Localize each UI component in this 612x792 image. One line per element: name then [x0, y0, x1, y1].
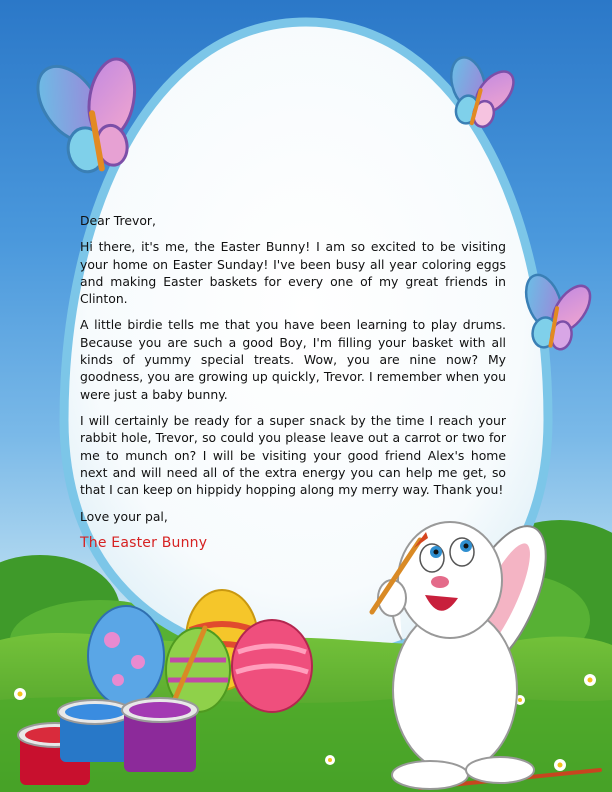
letter-paragraph: Hi there, it's me, the Easter Bunny! I am so excited to be visiting your home on Easter Sunday! I've been busy all year coloring eggs and making Easter baskets for every one of my great friends in Clinton. — [80, 239, 506, 307]
letter-greeting: Dear Trevor, — [80, 213, 156, 228]
letter-closing: Love your pal, — [80, 509, 168, 525]
paint-jar-icon — [58, 700, 132, 762]
letter-body — [80, 212, 506, 552]
easter-egg-icon — [88, 606, 164, 706]
letter-paragraph: A little birdie tells me that you have been learning to play drums. Because you are such a good Boy, I'm filling your basket with all kinds of yummy special treats. Wow, you are nine now? My goodness, you are growing up quickly, Trevor. I remember when you were just a baby bunny. — [80, 317, 506, 402]
letter-paragraph: I will certainly be ready for a super snack by the time I reach your rabbit hole, Trevor, so could you please leave out a carrot or two for me to munch on? I will be visiting your good friend Alex's home next and will need all of the extra energy you can help me get, so that I can keep on hippidy hopping along my merry way. Thank you! — [80, 412, 506, 498]
easter-egg-icon — [232, 620, 312, 712]
letter-signature: The Easter Bunny — [80, 534, 208, 551]
paint-jar-icon — [122, 698, 198, 772]
